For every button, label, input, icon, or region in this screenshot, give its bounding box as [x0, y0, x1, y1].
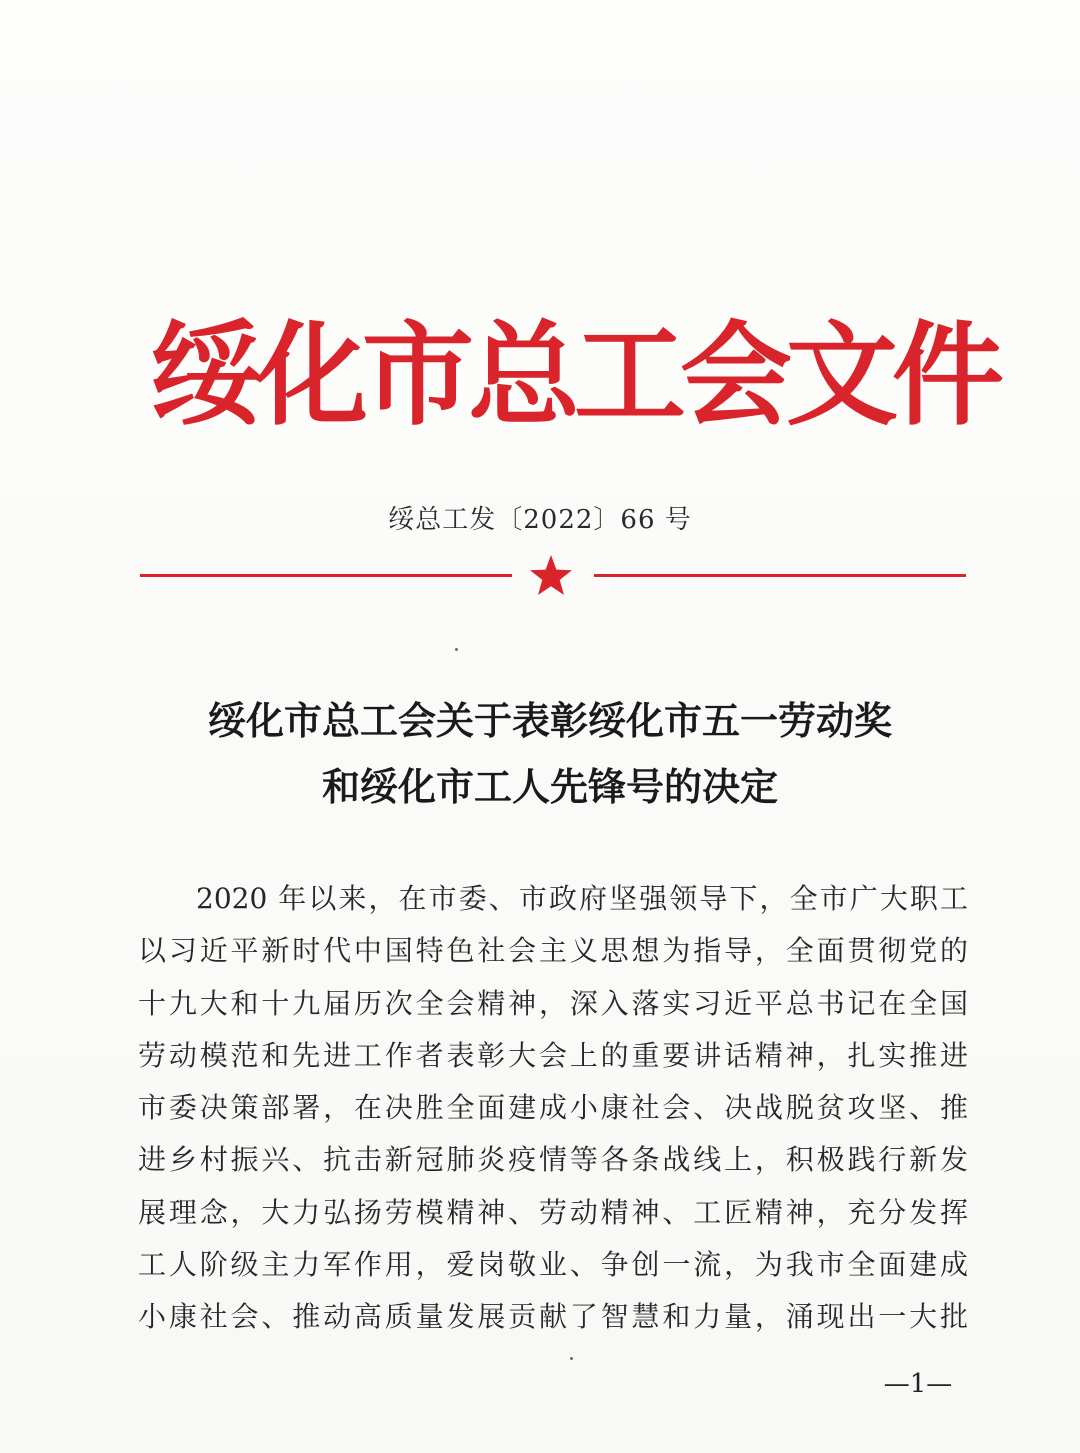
red-divider-right [594, 574, 966, 577]
scan-speck [570, 1357, 573, 1360]
body-line-1: 2020 年以来，在市委、市政府坚强领导下，全市广大职工 [196, 882, 968, 915]
body-line-7: 展理念，大力弘扬劳模精神、劳动精神、工匠精神，充分发挥 [138, 1195, 968, 1229]
document-number: 绥总工发〔2022〕66 号 [388, 505, 692, 535]
body-line-9: 小康社会、推动高质量发展贡献了智慧和力量，涌现出一大批 [138, 1300, 968, 1334]
document-title [100, 688, 1000, 820]
red-divider-left [140, 574, 512, 577]
title-line-1: 绥化市总工会关于表彰绥化市五一劳动奖 [207, 698, 892, 743]
page-number: —1— [883, 1369, 953, 1399]
scan-speck [455, 648, 458, 651]
body-line-3: 十九大和十九届历次全会精神，深入落实习近平总书记在全国 [138, 986, 968, 1020]
body-line-2: 以习近平新时代中国特色社会主义思想为指导，全面贯彻党的 [138, 934, 968, 968]
body-line-6: 进乡村振兴、抗击新冠肺炎疫情等各条战线上，积极践行新发 [138, 1143, 968, 1177]
body-line-5: 市委决策部署，在决胜全面建成小康社会、决战脱贫攻坚、推 [138, 1091, 968, 1125]
star-icon [528, 553, 574, 599]
masthead-title: 绥化市总工会文件 [150, 310, 998, 441]
body-line-8: 工人阶级主力军作用，爱岗敬业、争创一流，为我市全面建成 [138, 1248, 968, 1282]
body-paragraph [138, 873, 968, 1344]
title-line-2: 和绥化市工人先锋号的决定 [321, 764, 778, 809]
body-line-4: 劳动模范和先进工作者表彰大会上的重要讲话精神，扎实推进 [138, 1038, 968, 1072]
